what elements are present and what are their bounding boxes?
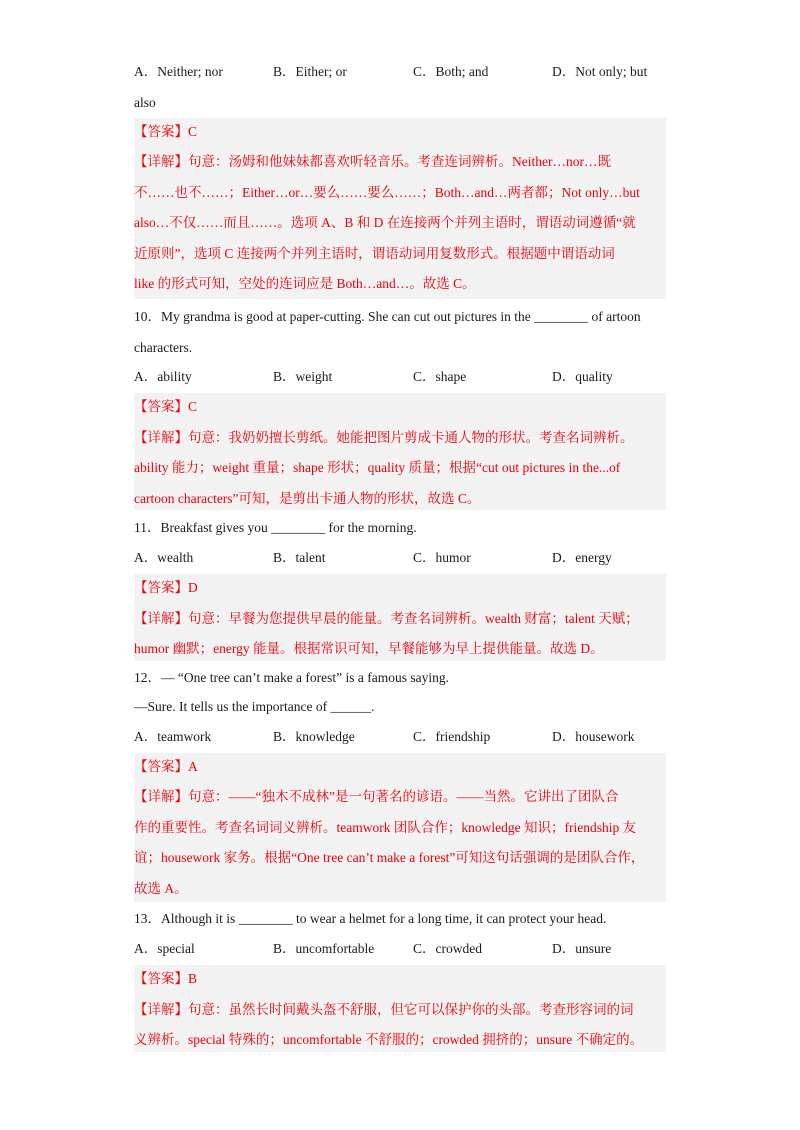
- q10-option-b: B．weight: [273, 369, 333, 384]
- q9-answer-block: [134, 118, 666, 299]
- q10-explain-line-1: 【详解】句意：我奶奶擅长剪纸。她能把图片剪成卡通人物的形状。考查名词辨析。: [134, 430, 634, 445]
- q11-options: [134, 549, 674, 567]
- q10-stem-line-1: 10．My grandma is good at paper-cutting. She can cut out pictures in the ________ of artoon: [134, 309, 641, 324]
- q10-option-d: D．quality: [552, 369, 613, 384]
- q12-option-a: A．teamwork: [134, 729, 212, 744]
- q13-option-d: D．unsure: [552, 941, 612, 956]
- q13-option-c: C．crowded: [413, 941, 482, 956]
- q13-answer-block: [134, 965, 666, 1052]
- q12-explain-line-2: 作的重要性。考查名词词义辨析。teamwork 团队合作；knowledge 知识；friendship 友: [134, 820, 637, 835]
- q9-explain-line-2: 不……也不……；Either…or…要么……要么……；Both…and…两者都；Not only…but: [134, 185, 640, 200]
- q12-answer-block: [134, 753, 666, 902]
- q11-stem: 11．Breakfast gives you ________ for the morning.: [134, 520, 417, 535]
- q13-stem: 13．Although it is ________ to wear a helmet for a long time, it can protect your head.: [134, 911, 607, 926]
- q9-option-b: B．Either; or: [273, 64, 347, 79]
- q10-stem-line-2: characters.: [134, 340, 193, 355]
- q10-explain-line-2: ability 能力；weight 重量；shape 形状；quality 质量；根据“cut out pictures in the...of: [134, 460, 621, 475]
- q9-option-c: C．Both; and: [413, 64, 489, 79]
- q9-explain-line-5: like 的形式可知，空处的连词应是 Both…and…。故选 C。: [134, 276, 476, 291]
- q11-explain-line-1: 【详解】句意：早餐为您提供早晨的能量。考查名词辨析。wealth 财富；talent 天赋；: [134, 611, 639, 626]
- q12-answer: 【答案】A: [134, 759, 198, 774]
- q11-answer-block: [134, 574, 666, 661]
- q12-option-b: B．knowledge: [273, 729, 355, 744]
- q9-explain-line-1: 【详解】句意：汤姆和他妹妹都喜欢听轻音乐。考查连词辨析。Neither…nor…既: [134, 154, 611, 169]
- q12-option-d: D．housework: [552, 729, 635, 744]
- q10-explain-line-3: cartoon characters”可知，是剪出卡通人物的形状，故选 C。: [134, 491, 481, 506]
- q13-explain-line-1: 【详解】句意：虽然长时间戴头盔不舒服，但它可以保护你的头部。考查形容词的词: [134, 1002, 634, 1017]
- q12-stem-line-1: 12．— “One tree can’t make a forest” is a famous saying.: [134, 670, 450, 685]
- q12-explain-line-1: 【详解】句意：——“独木不成林”是一句著名的谚语。——当然。它讲出了团队合: [134, 789, 619, 804]
- q13-explain-line-2: 义辨析。special 特殊的；uncomfortable 不舒服的；crowded 拥挤的；unsure 不确定的。: [134, 1032, 644, 1047]
- q10-option-c: C．shape: [413, 369, 467, 384]
- q10-options: [134, 368, 674, 386]
- q12-explain-line-4: 故选 A。: [134, 881, 188, 896]
- q12-option-c: C．friendship: [413, 729, 491, 744]
- q10-option-a: A．ability: [134, 369, 192, 384]
- q11-option-a: A．wealth: [134, 550, 194, 565]
- q11-option-b: B．talent: [273, 550, 326, 565]
- q9-explain-line-4: 近原则”，选项 C 连接两个并列主语时，谓语动词用复数形式。根据题中谓语动词: [134, 246, 615, 261]
- q9-option-d-wrap: also: [134, 95, 156, 110]
- q12-explain-line-3: 谊；housework 家务。根据“One tree can’t make a forest”可知这句话强调的是团队合作，: [134, 850, 645, 865]
- q10-answer-block: [134, 393, 666, 510]
- q9-answer: 【答案】C: [134, 124, 198, 139]
- q13-option-b: B．uncomfortable: [273, 941, 375, 956]
- q11-option-c: C．humor: [413, 550, 471, 565]
- q9-option-a: A．Neither; nor: [134, 64, 223, 79]
- q10-answer: 【答案】C: [134, 399, 198, 414]
- q9-options: [134, 63, 674, 81]
- q11-explain-line-2: humor 幽默；energy 能量。根据常识可知，早餐能够为早上提供能量。故选 D。: [134, 641, 604, 656]
- q11-option-d: D．energy: [552, 550, 612, 565]
- q12-options: [134, 728, 674, 746]
- q13-answer: 【答案】B: [134, 971, 198, 986]
- q12-stem-line-2: —Sure. It tells us the importance of ______.: [134, 699, 375, 714]
- q13-options: [134, 940, 674, 958]
- q9-option-d: D．Not only; but: [552, 64, 648, 79]
- q11-answer: 【答案】D: [134, 580, 198, 595]
- q9-explain-line-3: also…不仅……而且……。选项 A、B 和 D 在连接两个并列主语时，谓语动词遵循“就: [134, 215, 636, 230]
- q13-option-a: A．special: [134, 941, 195, 956]
